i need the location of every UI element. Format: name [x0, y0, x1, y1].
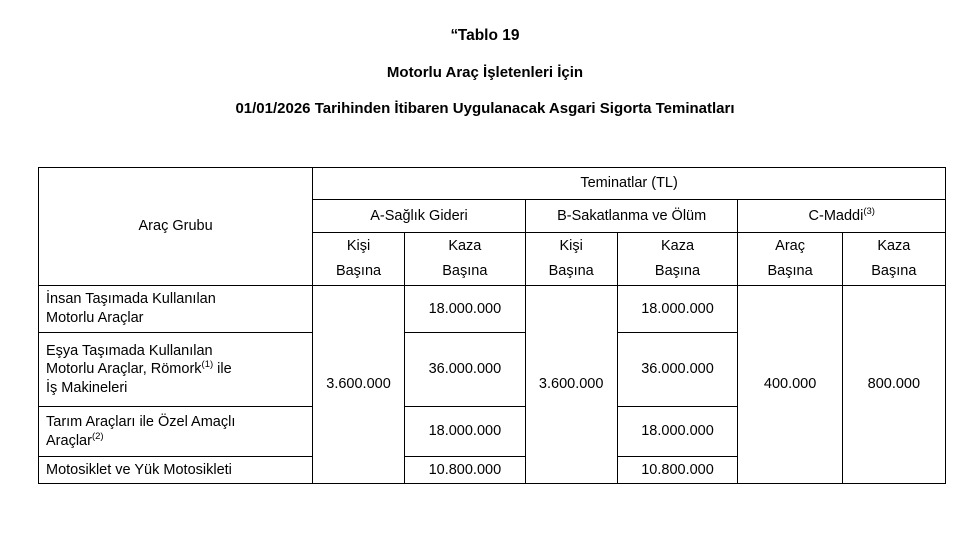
header-unit-c-arac-line2: Başına — [767, 263, 813, 279]
header-unit-c-arac-line1: Araç — [775, 238, 805, 255]
cell-a-kaza-basina: 36.000.000 — [404, 333, 525, 407]
page-title-text: Tablo 19 — [457, 27, 520, 44]
header-unit-b-kaza-line1: Kaza — [660, 238, 695, 255]
teminatlar-table-container — [38, 167, 946, 484]
header-unit-c-arac — [738, 233, 842, 286]
cell-b-kaza-basina: 36.000.000 — [617, 333, 738, 407]
row-label-line: Tarım Araçları ile Özel Amaçlı — [46, 413, 236, 430]
header-group-c-label: C-Maddi — [808, 207, 864, 224]
row-label-line: İnsan Taşımada Kullanılan — [46, 291, 216, 308]
header-teminatlar-tl: Teminatlar (TL) — [313, 168, 946, 200]
table-header-row-group — [39, 168, 946, 200]
header-group-b — [525, 200, 738, 233]
header-group-a — [313, 200, 526, 233]
header-unit-b-kisi — [525, 233, 617, 286]
header-unit-c-kaza-line2: Başına — [871, 263, 917, 279]
cell-b-kaza-basina: 18.000.000 — [617, 286, 738, 333]
footnote-marker-1: (1) — [201, 359, 214, 371]
header-group-c-sup: (3) — [863, 205, 875, 217]
header-unit-a-kisi-line1: Kişi — [346, 238, 371, 255]
row-label-esya-tasimada — [39, 333, 313, 407]
header-arac-grubu: Araç Grubu — [39, 168, 313, 286]
cell-a-kaza-basina: 10.800.000 — [404, 457, 525, 484]
page-title — [0, 28, 970, 44]
cell-b-kisi-basina: 3.600.000 — [525, 286, 617, 484]
row-label-line: Araçlar — [46, 432, 92, 449]
cell-c-kaza-basina: 800.000 — [842, 286, 945, 484]
row-label-insan-tasimada — [39, 286, 313, 333]
header-unit-b-kaza — [617, 233, 738, 286]
header-unit-b-kisi-line1: Kişi — [559, 238, 583, 255]
header-group-b-label: B-Sakatlanma ve Ölüm — [557, 207, 707, 224]
footnote-marker-2: (2) — [91, 430, 104, 442]
page-subtitle-1: Motorlu Araç İşletenleri İçin — [386, 63, 584, 81]
row-label-tarim-araclari — [39, 407, 313, 457]
header-unit-c-kaza-line1: Kaza — [877, 238, 911, 255]
header-unit-b-kaza-line2: Başına — [654, 263, 701, 279]
row-label-line: İş Makineleri — [46, 379, 128, 396]
row-label-line: Motorlu Araçlar, Römork — [46, 361, 202, 378]
header-unit-c-kaza — [842, 233, 945, 286]
cell-a-kaza-basina: 18.000.000 — [404, 407, 525, 457]
cell-a-kaza-basina: 18.000.000 — [404, 286, 525, 333]
header-unit-a-kaza-line2: Başına — [442, 263, 488, 279]
row-label-line: Motorlu Araçlar — [46, 310, 144, 326]
header-unit-a-kisi — [313, 233, 405, 286]
cell-b-kaza-basina: 18.000.000 — [617, 407, 738, 457]
page-subtitle-2: 01/01/2026 Tarihinden İtibaren Uygulanacak Asgari Sigorta Teminatları — [235, 99, 735, 117]
row-label-line-suffix: ile — [213, 361, 232, 378]
header-group-a-label: A-Sağlık Gideri — [370, 207, 468, 224]
header-unit-a-kaza-line1: Kaza — [448, 238, 482, 255]
header-unit-a-kaza — [404, 233, 525, 286]
cell-c-arac-basina: 400.000 — [738, 286, 842, 484]
header-unit-b-kisi-line2: Başına — [548, 263, 594, 279]
teminatlar-table — [38, 167, 946, 484]
cell-b-kaza-basina: 10.800.000 — [617, 457, 738, 484]
header-unit-a-kisi-line2: Başına — [335, 263, 382, 279]
document-title-block — [0, 0, 970, 116]
opening-quote-mark: “ — [450, 27, 458, 44]
table-row — [39, 286, 946, 333]
row-label-line: Motosiklet ve Yük Motosikleti — [46, 461, 232, 478]
cell-a-kisi-basina: 3.600.000 — [313, 286, 405, 484]
row-label-motosiklet — [39, 457, 313, 484]
row-label-line: Eşya Taşımada Kullanılan — [46, 342, 213, 359]
header-group-c — [738, 200, 946, 233]
